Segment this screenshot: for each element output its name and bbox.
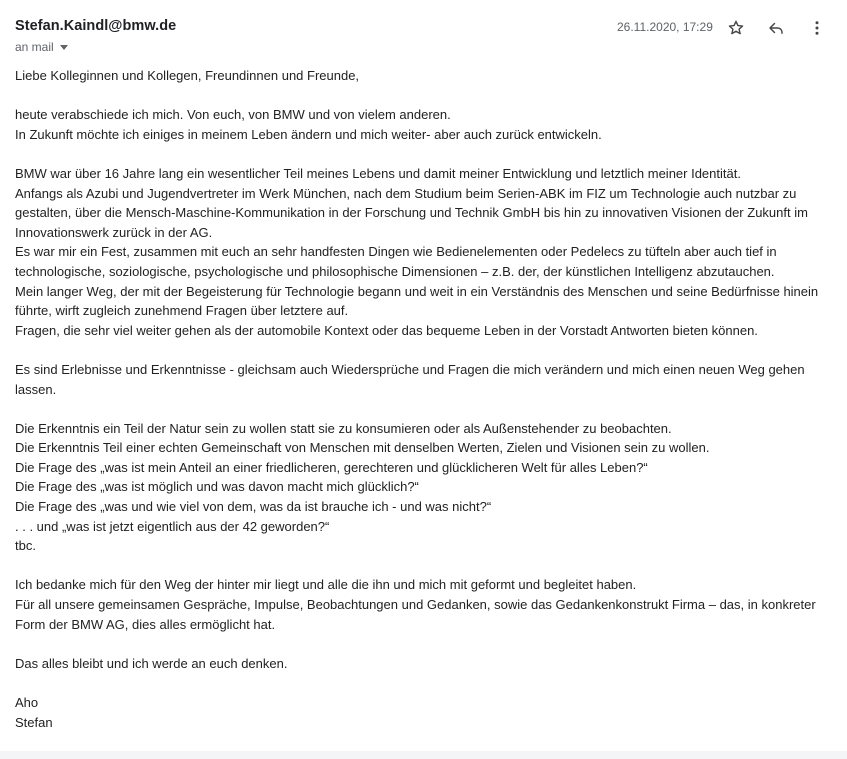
body-line: lassen. (15, 381, 57, 397)
star-button[interactable] (724, 16, 748, 40)
body-line: Fragen, die sehr viel weiter gehen als der automobile Kontext oder das bequeme Leben in der Vorstadt Antworten bieten können. (15, 322, 758, 338)
recipient-details-toggle[interactable] (15, 40, 68, 54)
body-line: tbc. (15, 538, 36, 554)
body-line: heute verabschiede ich mich. Von euch, von BMW und von vielem anderen. (15, 107, 451, 123)
caret-down-icon (60, 45, 68, 50)
body-line: führte, wirft zugleich zunehmend Fragen über letztere auf. (15, 303, 349, 319)
body-line: Liebe Kolleginnen und Kollegen, Freundinnen und Freunde, (15, 68, 360, 83)
body-line: BMW war über 16 Jahre lang ein wesentlicher Teil meines Lebens und damit meiner Entwicklung und letztlich meiner Identität. (15, 165, 741, 181)
recipient-label: an mail (15, 40, 54, 54)
body-line: Es war mir ein Fest, zusammen mit euch an sehr handfesten Dingen wie Bedienelementen oder Pedelecs zu tüfteln aber auch tief in (15, 244, 777, 260)
signature-name: Stefan (15, 714, 53, 730)
body-line: Es sind Erlebnisse und Erkenntnisse - gleichsam auch Wiedersprüche und Fragen die mich verändern und mich einen neuen Weg gehen (15, 361, 805, 377)
body-line: technologische, soziologische, psychologische und philosophische Dimensionen – z.B. der, der künstlichen Intelligenz abzutauchen. (15, 263, 775, 279)
more-vert-icon (808, 19, 826, 37)
body-line: Die Frage des „was und wie viel von dem, was da ist brauche ich - und was nicht?“ (15, 499, 492, 515)
body-line: Innovationswerk zurück in der AG. (15, 224, 213, 240)
footer-divider (0, 751, 847, 759)
body-line: Die Frage des „was ist mein Anteil an einer friedlicheren, gerechteren und glücklicheren Welt für alles Leben?“ (15, 459, 648, 475)
body-line: Anfangs als Azubi und Jugendvertreter im Werk München, nach dem Studium beim Serien-ABK im FIZ um Technologie auch nutzbar zu (15, 185, 797, 201)
more-options-button[interactable] (805, 16, 829, 40)
body-line: Das alles bleibt und ich werde an euch denken. (15, 655, 288, 671)
body-line: Die Erkenntnis ein Teil der Natur sein zu wollen statt sie zu konsumieren oder als Außenstehender zu beobachten. (15, 420, 672, 436)
body-line: gestalten, über die Mensch-Maschine-Kommunikation in der Forschung und Technik GmbH bis hin zu innovativen Visionen der Zukunft im (15, 205, 808, 221)
reply-button[interactable] (764, 16, 788, 40)
body-line: Für all unsere gemeinsamen Gespräche, Impulse, Beobachtungen und Gedanken, sowie das Gedankenkonstrukt Firma – das, in konkreter (15, 597, 816, 613)
body-line: . . . und „was ist jetzt eigentlich aus der 42 geworden?“ (15, 518, 330, 534)
sender-address: Stefan.Kaindl@bmw.de (15, 18, 177, 34)
body-line: In Zukunft möchte ich einiges in meinem Leben ändern und mich weiter- aber auch zurück entwickeln. (15, 126, 602, 142)
body-line: Mein langer Weg, der mit der Begeisterung für Technologie begann und weit in ein Verständnis des Menschen und seine Bedürfnisse hinein (15, 283, 819, 299)
body-line: Form der BMW AG, dies alles ermöglicht hat. (15, 616, 276, 632)
reply-icon (767, 19, 785, 37)
body-line: Die Frage des „was ist möglich und was davon macht mich glücklich?“ (15, 479, 419, 495)
body-line: Ich bedanke mich für den Weg der hinter mir liegt und alle die ihn und mich mit geformt und begleitet haben. (15, 577, 637, 593)
email-body (15, 66, 819, 732)
email-header (0, 0, 847, 60)
email-date: 26.11.2020, 17:29 (617, 20, 713, 34)
star-icon (727, 19, 745, 37)
body-line: Die Erkenntnis Teil einer echten Gemeinschaft von Menschen mit denselben Werten, Zielen und Visionen sein zu wollen. (15, 440, 710, 456)
signature-greeting: Aho (15, 695, 39, 710)
